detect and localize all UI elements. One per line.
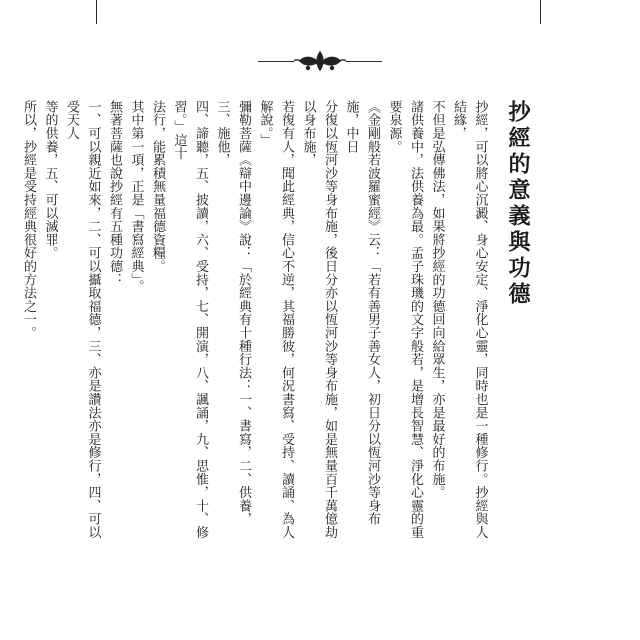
text-line: 法行，能累積無量福德資糧。 [150,100,165,273]
text-line: 彌勒菩薩《辯中邊論》說：「於經典有十種行法：一、書寫，二、供養，三、施他， [214,100,251,526]
text-line: 抄經，可以將心沉澱、身心安定、淨化心靈，同時也是一種修行。抄經與人結緣， [451,100,488,539]
text-line: 分復以恆河沙等身布施，後日分亦以恆河沙等身布施，如是無量百千萬億劫以身布施， [300,100,337,539]
divider-line-left [258,61,294,62]
divider-line-right [346,61,382,62]
text-line: 不但是弘傳佛法，如果將抄經的功德回向給眾生，亦是最好的布施。 [429,100,445,499]
text-line: 諸供養中，法供養為最。孟子珠璣的文字般若，是增長智慧、淨化心靈的重要泉源。 [386,100,423,539]
text-line: 若復有人，聞此經典，信心不逆，其福勝彼，何況書寫、受持、讀誦、為人解說。」 [257,100,294,539]
article-title: 抄經的意義與功德 [505,100,531,308]
article-body [21,100,531,540]
text-line: 其中第一項，正是「書寫經典」。 [128,100,144,293]
frame-line-right [540,0,541,24]
text-line: 無著菩薩也說抄經有五種功德： [107,100,122,287]
floral-ornament-icon [294,48,346,74]
frame-line-left [96,0,97,24]
text-line: 一、可以親近如來，二、可以攝取福德，三、亦是讚法亦是修行，四、可以受天人 [64,100,101,539]
text-line: 等的供養，五、可以滅罪。 [42,100,58,260]
text-line: 《金剛般若波羅蜜經》云：「若有善男子善女人，初日分以恆河沙等身布施，中日 [343,100,380,526]
text-line: 四、諦聽，五、披讀，六、受持，七、開演，八、諷誦，九、思惟，十、修習。」這十 [171,100,208,539]
text-line: 所以，抄經是受持經典很好的方法之一。 [21,100,36,340]
